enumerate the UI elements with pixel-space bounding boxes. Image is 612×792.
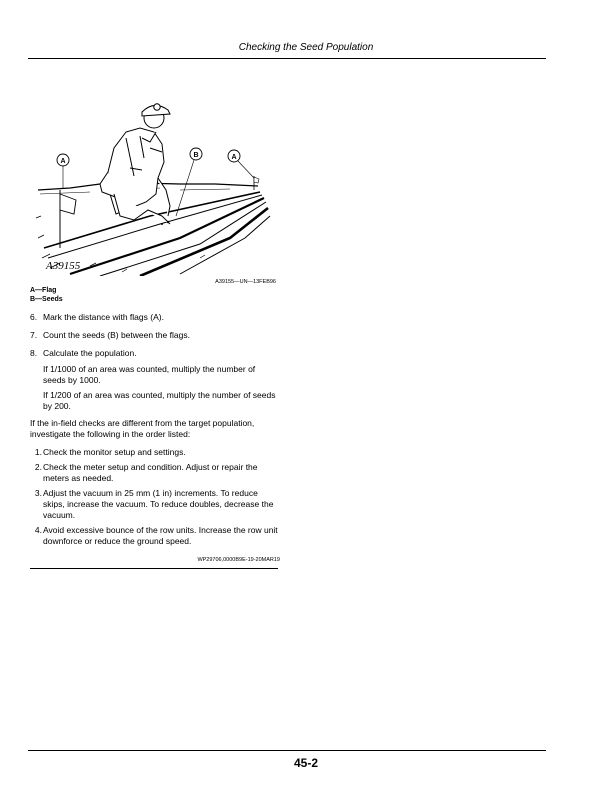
note-200: If 1/200 of an area was counted, multiply the number of seeds by 200. xyxy=(43,390,276,411)
callout-a-right: A xyxy=(231,154,237,161)
footer-rule xyxy=(28,750,546,751)
step-text: Mark the distance with flags (A). xyxy=(43,312,164,322)
step-text: Count the seeds (B) between the flags. xyxy=(43,330,190,340)
troubleshooting-intro: If the in-field checks are different from the target population, investigate the following in the order listed: xyxy=(30,418,255,439)
note-1000: If 1/1000 of an area was counted, multiply the number of seeds by 1000. xyxy=(43,364,256,385)
legend-item-seeds: B—Seeds xyxy=(30,295,63,303)
step-number: 7. xyxy=(30,330,38,340)
check-number: 4. xyxy=(34,525,42,535)
section-end-rule xyxy=(30,568,278,569)
header-title: Checking the Seed Population xyxy=(238,42,374,53)
check-number: 1. xyxy=(34,447,42,457)
check-text: Check the monitor setup and settings. xyxy=(43,447,186,457)
legend-item-flag: A—Flag xyxy=(30,287,57,294)
step-6 xyxy=(30,312,280,323)
figure-watermark: A39155 xyxy=(46,260,81,272)
page-number: 45-2 xyxy=(293,756,319,770)
check-item-2 xyxy=(30,462,280,484)
figure-illustration xyxy=(30,98,280,276)
document-id: WP29706,0000B9E-19-20MAR19 xyxy=(197,557,280,563)
callout-b: B xyxy=(193,152,199,159)
procedure-steps xyxy=(30,312,280,569)
check-text: Adjust the vacuum in 25 mm (1 in) increments. To reduce skips, increase the vacuum. To reduce doubles, decrease the vacuum. xyxy=(43,488,274,520)
check-item-4 xyxy=(30,525,280,547)
step-number: 8. xyxy=(30,348,38,358)
step-7 xyxy=(30,330,280,341)
step-number: 6. xyxy=(30,312,38,322)
check-number: 3. xyxy=(34,488,42,498)
figure-legend xyxy=(30,287,63,304)
step-text: Calculate the population. xyxy=(43,348,137,358)
check-item-3 xyxy=(30,488,280,521)
check-number: 2. xyxy=(34,462,42,472)
check-text: Check the meter setup and condition. Adjust or repair the meters as needed. xyxy=(43,462,258,483)
kneeling-man-illustration xyxy=(100,104,170,224)
figure-id: A39155—UN—13FEB96 xyxy=(215,279,276,285)
check-item-1 xyxy=(30,447,280,458)
check-text: Avoid excessive bounce of the row units. Increase the row unit downforce or reduce the ground speed. xyxy=(43,525,278,546)
callout-a-left: A xyxy=(60,158,66,165)
step-8 xyxy=(30,348,280,359)
header-rule xyxy=(28,58,546,59)
